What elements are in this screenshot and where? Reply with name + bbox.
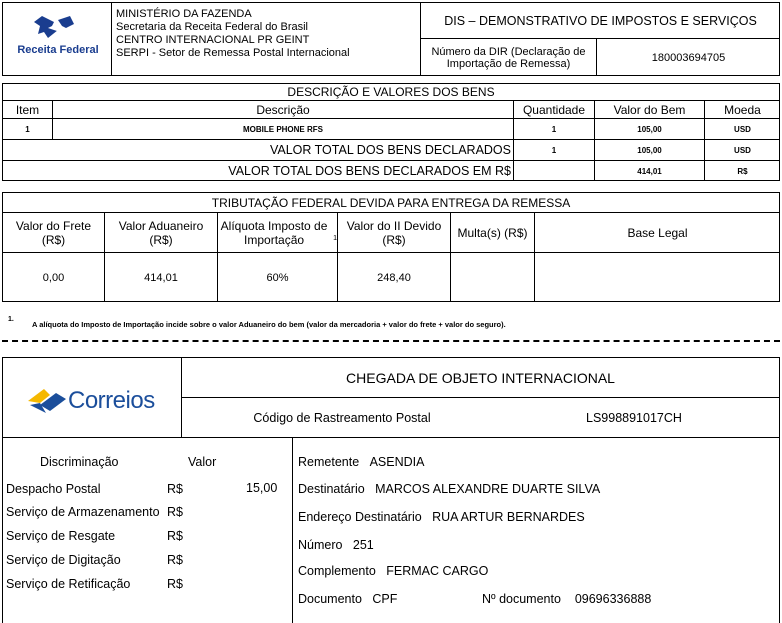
col-header-fines: Multa(s) (R$) <box>457 225 528 240</box>
row-item: 1 <box>25 124 30 134</box>
total-declared-currency: USD <box>734 145 751 155</box>
col-header-description: Descrição <box>256 102 310 117</box>
receita-emblem-icon <box>18 12 98 42</box>
dir-label: Número da DIR (Declaração de Importação de Remessa) <box>431 45 586 70</box>
footnote-ref: 1 <box>333 235 337 242</box>
row-value: 105,00 <box>637 124 662 134</box>
tax-section-title: TRIBUTAÇÃO FEDERAL DEVIDA PARA ENTREGA DA REMESSA <box>211 195 571 210</box>
row-currency: USD <box>734 124 751 134</box>
tax-freight-value: 0,00 <box>42 271 65 284</box>
total-declared-value: 105,00 <box>637 145 662 155</box>
col-header-currency: Moeda <box>724 102 761 117</box>
total-declared-qty: 1 <box>551 145 557 155</box>
col-header-quantity: Quantidade <box>522 102 586 117</box>
footnote-mark: 1. <box>8 316 14 323</box>
fees-header-value: Valor <box>188 455 217 469</box>
col-header-value: Valor do Bem <box>613 102 686 117</box>
tracking-label: Código de Rastreamento Postal <box>253 410 431 425</box>
address-row: Endereço Destinatário RUA ARTUR BERNARDES <box>298 510 585 524</box>
correios-title: CHEGADA DE OBJETO INTERNACIONAL <box>346 369 615 386</box>
col-header-legal-basis: Base Legal <box>627 225 688 240</box>
document-number-row: Nº documento 09696336888 <box>482 592 652 606</box>
sender-row: Remetente ASENDIA <box>298 455 425 469</box>
fees-header-label: Discriminação <box>40 455 119 469</box>
number-row: Número 251 <box>298 538 374 552</box>
total-brl-label: VALOR TOTAL DOS BENS DECLARADOS EM R$ <box>228 164 511 178</box>
tracking-code: LS998891017CH <box>586 410 682 425</box>
correios-logo-text: Correios <box>68 387 155 414</box>
col-header-ii-due: Valor do II Devido (R$) <box>346 218 442 247</box>
col-header-import-rate: Alíquota Imposto de Importação $_1$ <box>220 218 337 247</box>
col-header-freight: Valor do Frete (R$) <box>15 218 92 247</box>
receita-logo-text: Receita Federal <box>17 44 99 56</box>
complement-row: Complemento FERMAC CARGO <box>298 564 489 578</box>
row-quantity: 1 <box>551 124 557 134</box>
total-brl-currency: R$ <box>737 166 748 176</box>
total-declared-label: VALOR TOTAL DOS BENS DECLARADOS <box>269 143 511 157</box>
recipient-row: Destinatário MARCOS ALEXANDRE DUARTE SILVA <box>298 482 601 496</box>
correios-logo-icon <box>26 383 68 417</box>
col-header-item: Item <box>15 102 40 117</box>
tax-customs-value: 414,01 <box>144 271 178 284</box>
footnote-text: A alíquota do Imposto de Importação incide sobre o valor Aduaneiro do bem (valor da mercadoria + valor do frete + valor do seguro). <box>32 320 506 329</box>
total-brl-value: 414,01 <box>637 166 662 176</box>
tax-import-rate: 60% <box>266 271 289 284</box>
col-header-customs-value: Valor Aduaneiro (R$) <box>118 218 204 247</box>
cut-line <box>2 340 780 342</box>
document-row: Documento CPF <box>298 592 398 606</box>
row-description: MOBILE PHONE RFS <box>242 124 323 134</box>
page-title: DIS – DEMONSTRATIVO DE IMPOSTOS E SERVIÇOS <box>444 13 757 28</box>
org-info: MINISTÉRIO DA FAZENDA Secretaria da Receita Federal do Brasil CENTRO INTERNACIONAL PR GEINT SERPI - Setor de Remessa Postal Internacional <box>116 8 350 59</box>
tax-ii-due: 248,40 <box>377 271 411 284</box>
goods-section-title: DESCRIÇÃO E VALORES DOS BENS <box>287 85 495 99</box>
dir-number: 180003694705 <box>651 51 726 64</box>
